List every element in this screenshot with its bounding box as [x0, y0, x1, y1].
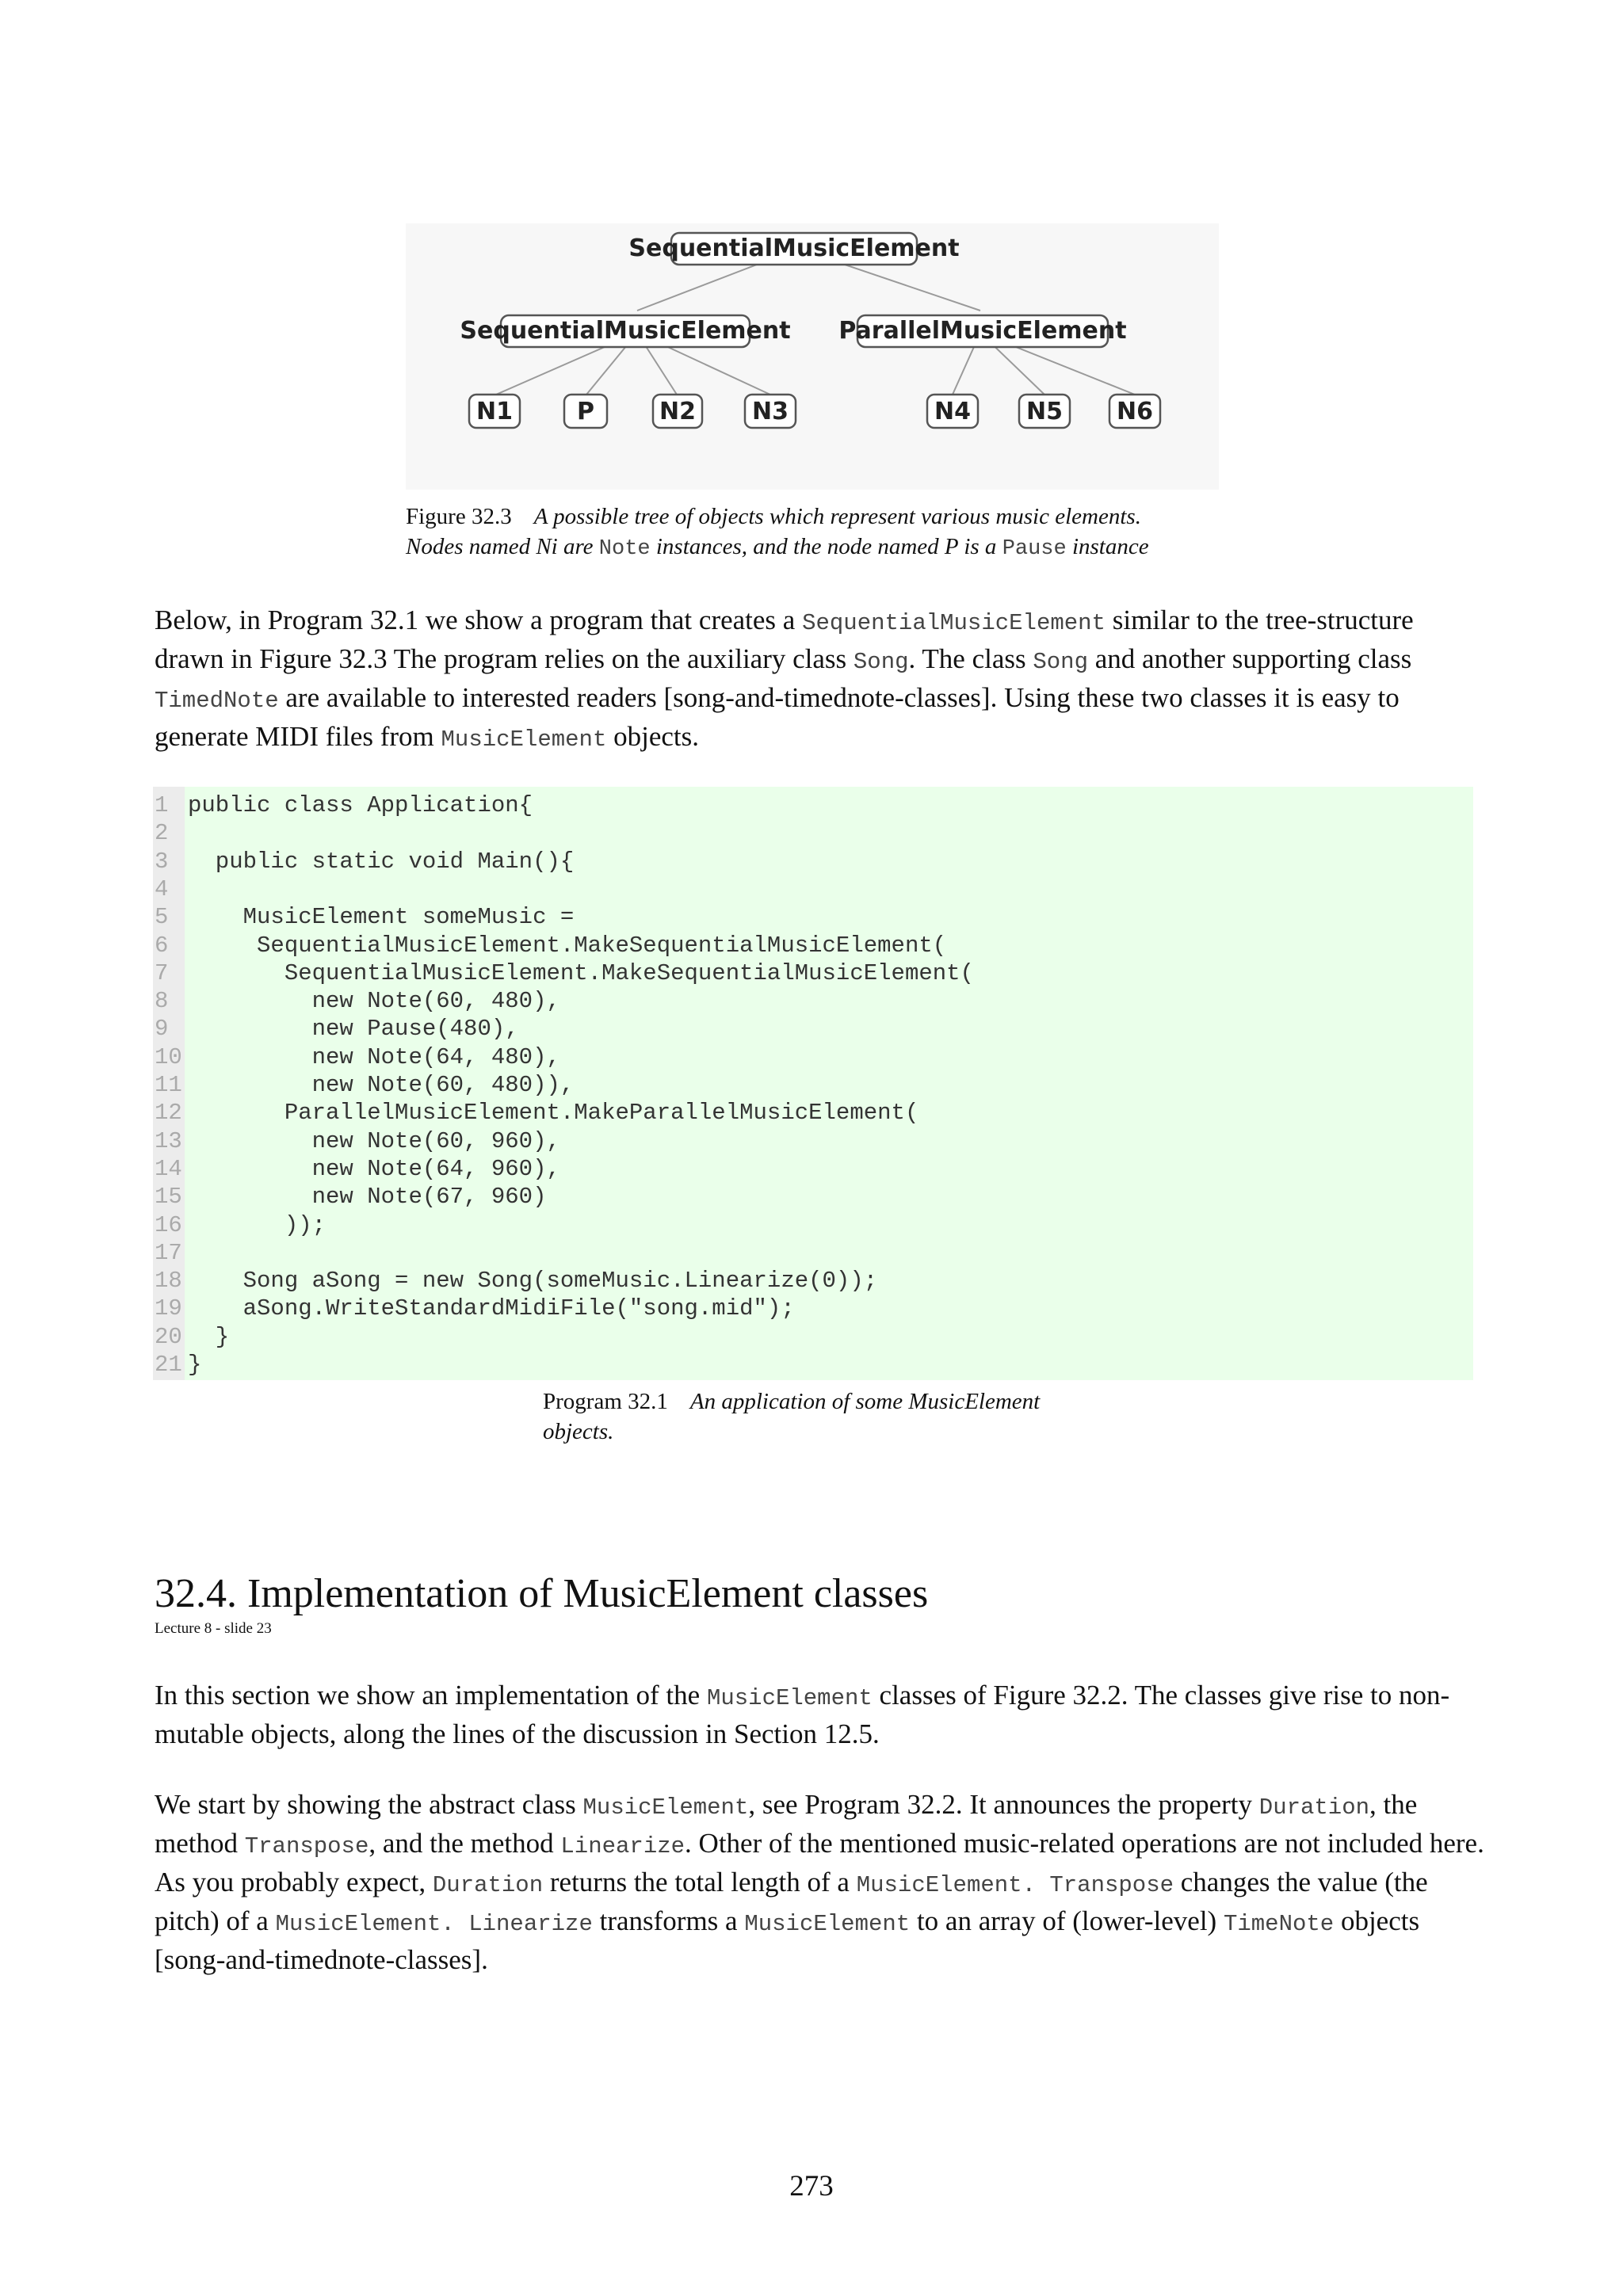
line-number: 10 — [155, 1043, 182, 1070]
code-line — [153, 875, 188, 903]
code-listing — [153, 787, 1473, 1380]
line-number: 16 — [155, 1211, 182, 1238]
tree-node-parallel-label: ParallelMusicElement — [838, 317, 1127, 345]
inline-code: MusicElement — [441, 727, 607, 753]
tree-node-root — [628, 233, 959, 265]
line-number: 1 — [155, 792, 169, 818]
intro-paragraph — [155, 602, 1486, 757]
tree-node-n5-label: N5 — [1026, 398, 1063, 425]
caption-text: instances, and the node named P is a — [650, 534, 1002, 559]
line-number: 21 — [155, 1352, 182, 1378]
code-line — [153, 1155, 560, 1183]
code-line — [153, 1295, 795, 1322]
inline-code: MusicElement — [275, 1911, 441, 1937]
text: are available to interested readers [song-and-timednote-classes]. Using these two classes it is easy to generate MIDI files from — [155, 682, 1400, 752]
code-line — [153, 1211, 326, 1239]
tree-node-n4-label: N4 — [934, 398, 971, 425]
figure-caption-label: Figure 32.3 — [406, 504, 512, 529]
figure-tree-image — [406, 223, 1219, 490]
tree-node-n2-label: N2 — [659, 398, 696, 425]
text: , see Program 32.2. It announces the property — [748, 1789, 1259, 1820]
tree-node-sequential — [460, 315, 790, 347]
tree-node-root-label: SequentialMusicElement — [628, 235, 960, 262]
code-line — [153, 1323, 229, 1351]
line-number: 14 — [155, 1155, 182, 1182]
inline-code: Duration — [432, 1872, 544, 1898]
tree-node-n1-label: N1 — [476, 398, 513, 425]
line-number: 6 — [155, 932, 169, 959]
figure-caption-line2 — [406, 532, 1277, 564]
program-caption-text: An application of some MusicElement — [689, 1389, 1041, 1414]
text: similar to the tree-structure drawn in Figure 32.3 The program relies on the auxiliary class — [155, 605, 1414, 674]
code-text: new Note(60, 480)), — [188, 1072, 575, 1098]
program-caption-line2: objects. — [543, 1419, 614, 1444]
tree-node-p — [564, 395, 607, 428]
text: . The class — [908, 643, 1033, 674]
line-number: 11 — [155, 1072, 182, 1098]
code-line — [153, 1071, 574, 1099]
line-number: 13 — [155, 1127, 182, 1154]
code-text — [185, 1240, 188, 1266]
code-line — [153, 987, 560, 1015]
inline-code: Linearize — [560, 1833, 685, 1859]
tree-node-n1 — [469, 395, 520, 428]
figure-caption-text: A possible tree of objects which represent various music elements. — [533, 504, 1141, 529]
code-text: aSong.WriteStandardMidiFile("song.mid"); — [188, 1295, 795, 1322]
tree-node-sequential-label: SequentialMusicElement — [460, 317, 791, 345]
code-text: new Note(60, 960), — [188, 1127, 560, 1154]
text: , the method — [155, 1789, 1418, 1859]
code-line — [153, 1015, 519, 1043]
inline-code: Song — [853, 649, 909, 675]
code-line — [153, 903, 574, 931]
code-text: new Note(60, 480), — [188, 988, 560, 1015]
line-number: 8 — [155, 988, 169, 1015]
section-heading: 32.4. Implementation of MusicElement classes — [155, 1571, 929, 1616]
tree-node-n4 — [927, 395, 978, 428]
tree-node-n5 — [1019, 395, 1070, 428]
text: objects. — [606, 721, 700, 752]
code-text: } — [188, 1352, 202, 1378]
program-caption — [543, 1386, 1177, 1447]
line-number: 7 — [155, 959, 169, 986]
caption-text: instance — [1066, 534, 1149, 559]
figure-caption — [406, 502, 1277, 564]
code-text: Song aSong = new Song(someMusic.Linearize(0)); — [188, 1268, 878, 1295]
inline-code: TimedNote — [155, 688, 279, 714]
inline-code: Transpose — [244, 1833, 369, 1859]
figure-caption-line1 — [406, 502, 1277, 532]
line-number: 15 — [155, 1184, 182, 1211]
inline-code: TimeNote — [1223, 1911, 1335, 1937]
text: returns the total length of a — [543, 1867, 857, 1897]
inline-code: . Transpose — [1022, 1872, 1174, 1898]
program-caption-line1 — [543, 1386, 1177, 1417]
code-line — [153, 959, 974, 987]
code-text: new Note(67, 960) — [188, 1184, 547, 1211]
code-line — [153, 1127, 560, 1155]
page-number: 273 — [789, 2170, 834, 2203]
code-line — [153, 1239, 188, 1267]
inline-code: Song — [1033, 649, 1088, 675]
inline-code: MusicElement — [582, 1794, 749, 1821]
code-line — [153, 1043, 560, 1071]
code-line — [153, 1267, 877, 1295]
text: , and the method — [369, 1828, 561, 1859]
text: In this section we show an implementation of the — [155, 1680, 707, 1711]
tree-node-p-label: P — [577, 398, 594, 425]
code-line — [153, 1099, 918, 1127]
code-text: new Note(64, 480), — [188, 1043, 560, 1070]
code-text: SequentialMusicElement.MakeSequentialMusicElement( — [188, 932, 947, 959]
code-text: new Pause(480), — [188, 1016, 519, 1043]
line-number: 12 — [155, 1100, 182, 1127]
tree-node-n3-label: N3 — [752, 398, 789, 425]
text: to an array of (lower-level) — [910, 1905, 1224, 1936]
inline-code: . Linearize — [441, 1911, 593, 1937]
inline-code: MusicElement — [744, 1911, 911, 1937]
text: and another supporting class — [1087, 643, 1412, 674]
text: transforms a — [592, 1905, 745, 1936]
line-number: 17 — [155, 1239, 182, 1266]
code-text: ParallelMusicElement.MakeParallelMusicElement( — [188, 1100, 919, 1127]
section-paragraph-1 — [155, 1677, 1486, 1752]
line-number: 2 — [155, 820, 169, 847]
text: classes of Figure 32.2. The classes give rise to non-mutable objects, along the lines of the discussion in Section 12.5. — [155, 1680, 1450, 1749]
text: . Other of the mentioned music-related operations are not included here. As you probably expect, — [155, 1828, 1484, 1897]
inline-code: MusicElement — [706, 1685, 873, 1711]
code-text: } — [188, 1323, 230, 1350]
inline-code: SequentialMusicElement — [802, 610, 1106, 636]
line-number: 9 — [155, 1016, 169, 1043]
code-text: new Note(64, 960), — [188, 1155, 560, 1182]
code-text: public class Application{ — [188, 792, 533, 818]
line-number: 18 — [155, 1268, 182, 1295]
text: Below, in Program 32.1 we show a program that creates a — [155, 605, 803, 635]
code-text: public static void Main(){ — [188, 848, 575, 875]
line-number: 19 — [155, 1295, 182, 1322]
tree-node-n2 — [653, 395, 702, 428]
text: objects [song-and-timednote-classes]. — [155, 1905, 1420, 1975]
code-line — [153, 932, 946, 959]
code-line — [153, 791, 533, 819]
text: changes the value (the pitch) of a — [155, 1867, 1428, 1936]
code-text: MusicElement someMusic = — [188, 904, 575, 931]
line-number: 20 — [155, 1323, 182, 1350]
code-text: SequentialMusicElement.MakeSequentialMusicElement( — [188, 959, 974, 986]
code-line — [153, 1351, 201, 1379]
code-line — [153, 1183, 546, 1211]
text: We start by showing the abstract class — [155, 1789, 583, 1820]
program-caption-label: Program 32.1 — [543, 1389, 668, 1414]
inline-code: Note — [598, 537, 651, 561]
line-number: 4 — [155, 875, 169, 902]
tree-node-parallel — [838, 315, 1126, 347]
inline-code: Pause — [1002, 537, 1067, 561]
tree-diagram — [406, 223, 1219, 490]
section-slide-reference: Lecture 8 - slide 23 — [155, 1620, 272, 1637]
line-number: 3 — [155, 848, 169, 875]
code-line — [153, 819, 188, 847]
code-text — [185, 820, 188, 846]
inline-code: Duration — [1258, 1794, 1370, 1821]
code-text: )); — [188, 1211, 327, 1238]
tree-node-n6 — [1109, 395, 1160, 428]
tree-node-n6-label: N6 — [1117, 398, 1153, 425]
caption-text: Nodes named Ni are — [406, 534, 599, 559]
code-line — [153, 848, 574, 875]
inline-code: MusicElement — [856, 1872, 1022, 1898]
section-paragraph-2 — [155, 1787, 1486, 1978]
code-text — [185, 876, 188, 902]
line-number: 5 — [155, 904, 169, 931]
tree-node-n3 — [745, 395, 796, 428]
